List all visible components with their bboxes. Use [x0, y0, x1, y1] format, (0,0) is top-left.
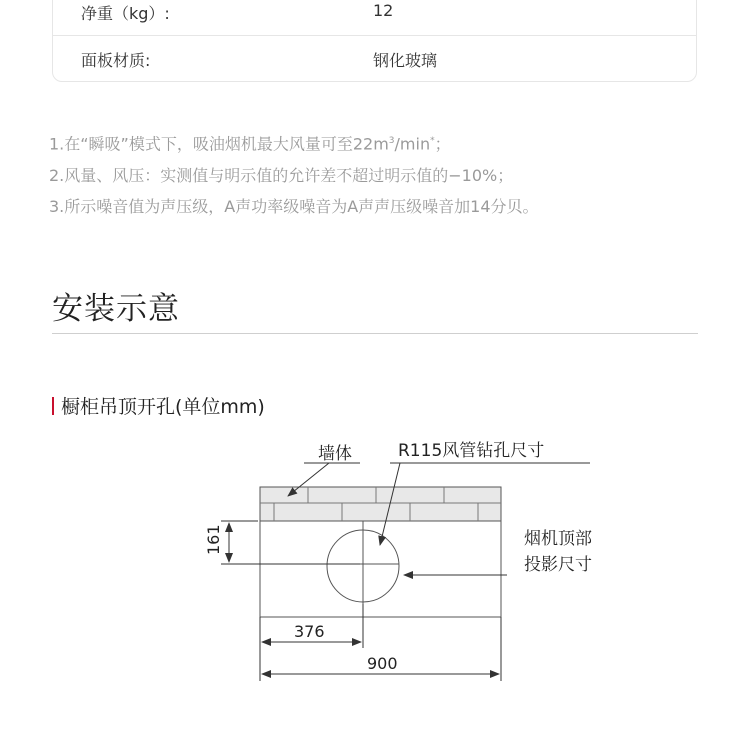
- section-title: 安装示意: [52, 291, 180, 327]
- spec-value-panel: 钢化玻璃: [373, 51, 438, 70]
- wall-label: 墙体: [318, 444, 352, 464]
- footnote-1-sup: 3: [388, 136, 395, 146]
- dimension-offset-label: 376: [294, 622, 325, 641]
- footnote-2: 2.风量、风压：实测值与明示值的允许差不超过明示值的−10%；: [49, 165, 514, 185]
- footnote-1-text: 1.在“瞬吸”模式下，吸油烟机最大风量可至22m: [49, 134, 389, 154]
- spec-label-weight: 净重（kg）:: [81, 4, 170, 23]
- footnote-1-unit: /min: [394, 134, 431, 154]
- spec-value-weight: 12: [373, 1, 394, 20]
- spec-label-panel: 面板材质:: [81, 51, 151, 70]
- duct-label: R115风管钻孔尺寸: [398, 441, 545, 461]
- dimension-width-label: 900: [367, 654, 398, 673]
- footnote-3: 3.所示噪音值为声压级，A声功率级噪音为A声声压级噪音加14分贝。: [49, 197, 539, 217]
- footnote-1-end: ；: [434, 134, 451, 154]
- projection-label-1: 烟机顶部: [524, 529, 592, 549]
- subtitle: 橱柜吊顶开孔(单位mm): [61, 396, 265, 418]
- footnote-1-sup2: *: [430, 136, 435, 146]
- wall-band: [260, 487, 501, 521]
- projection-label-2: 投影尺寸: [524, 555, 592, 575]
- dimension-depth-label: 161: [204, 524, 223, 555]
